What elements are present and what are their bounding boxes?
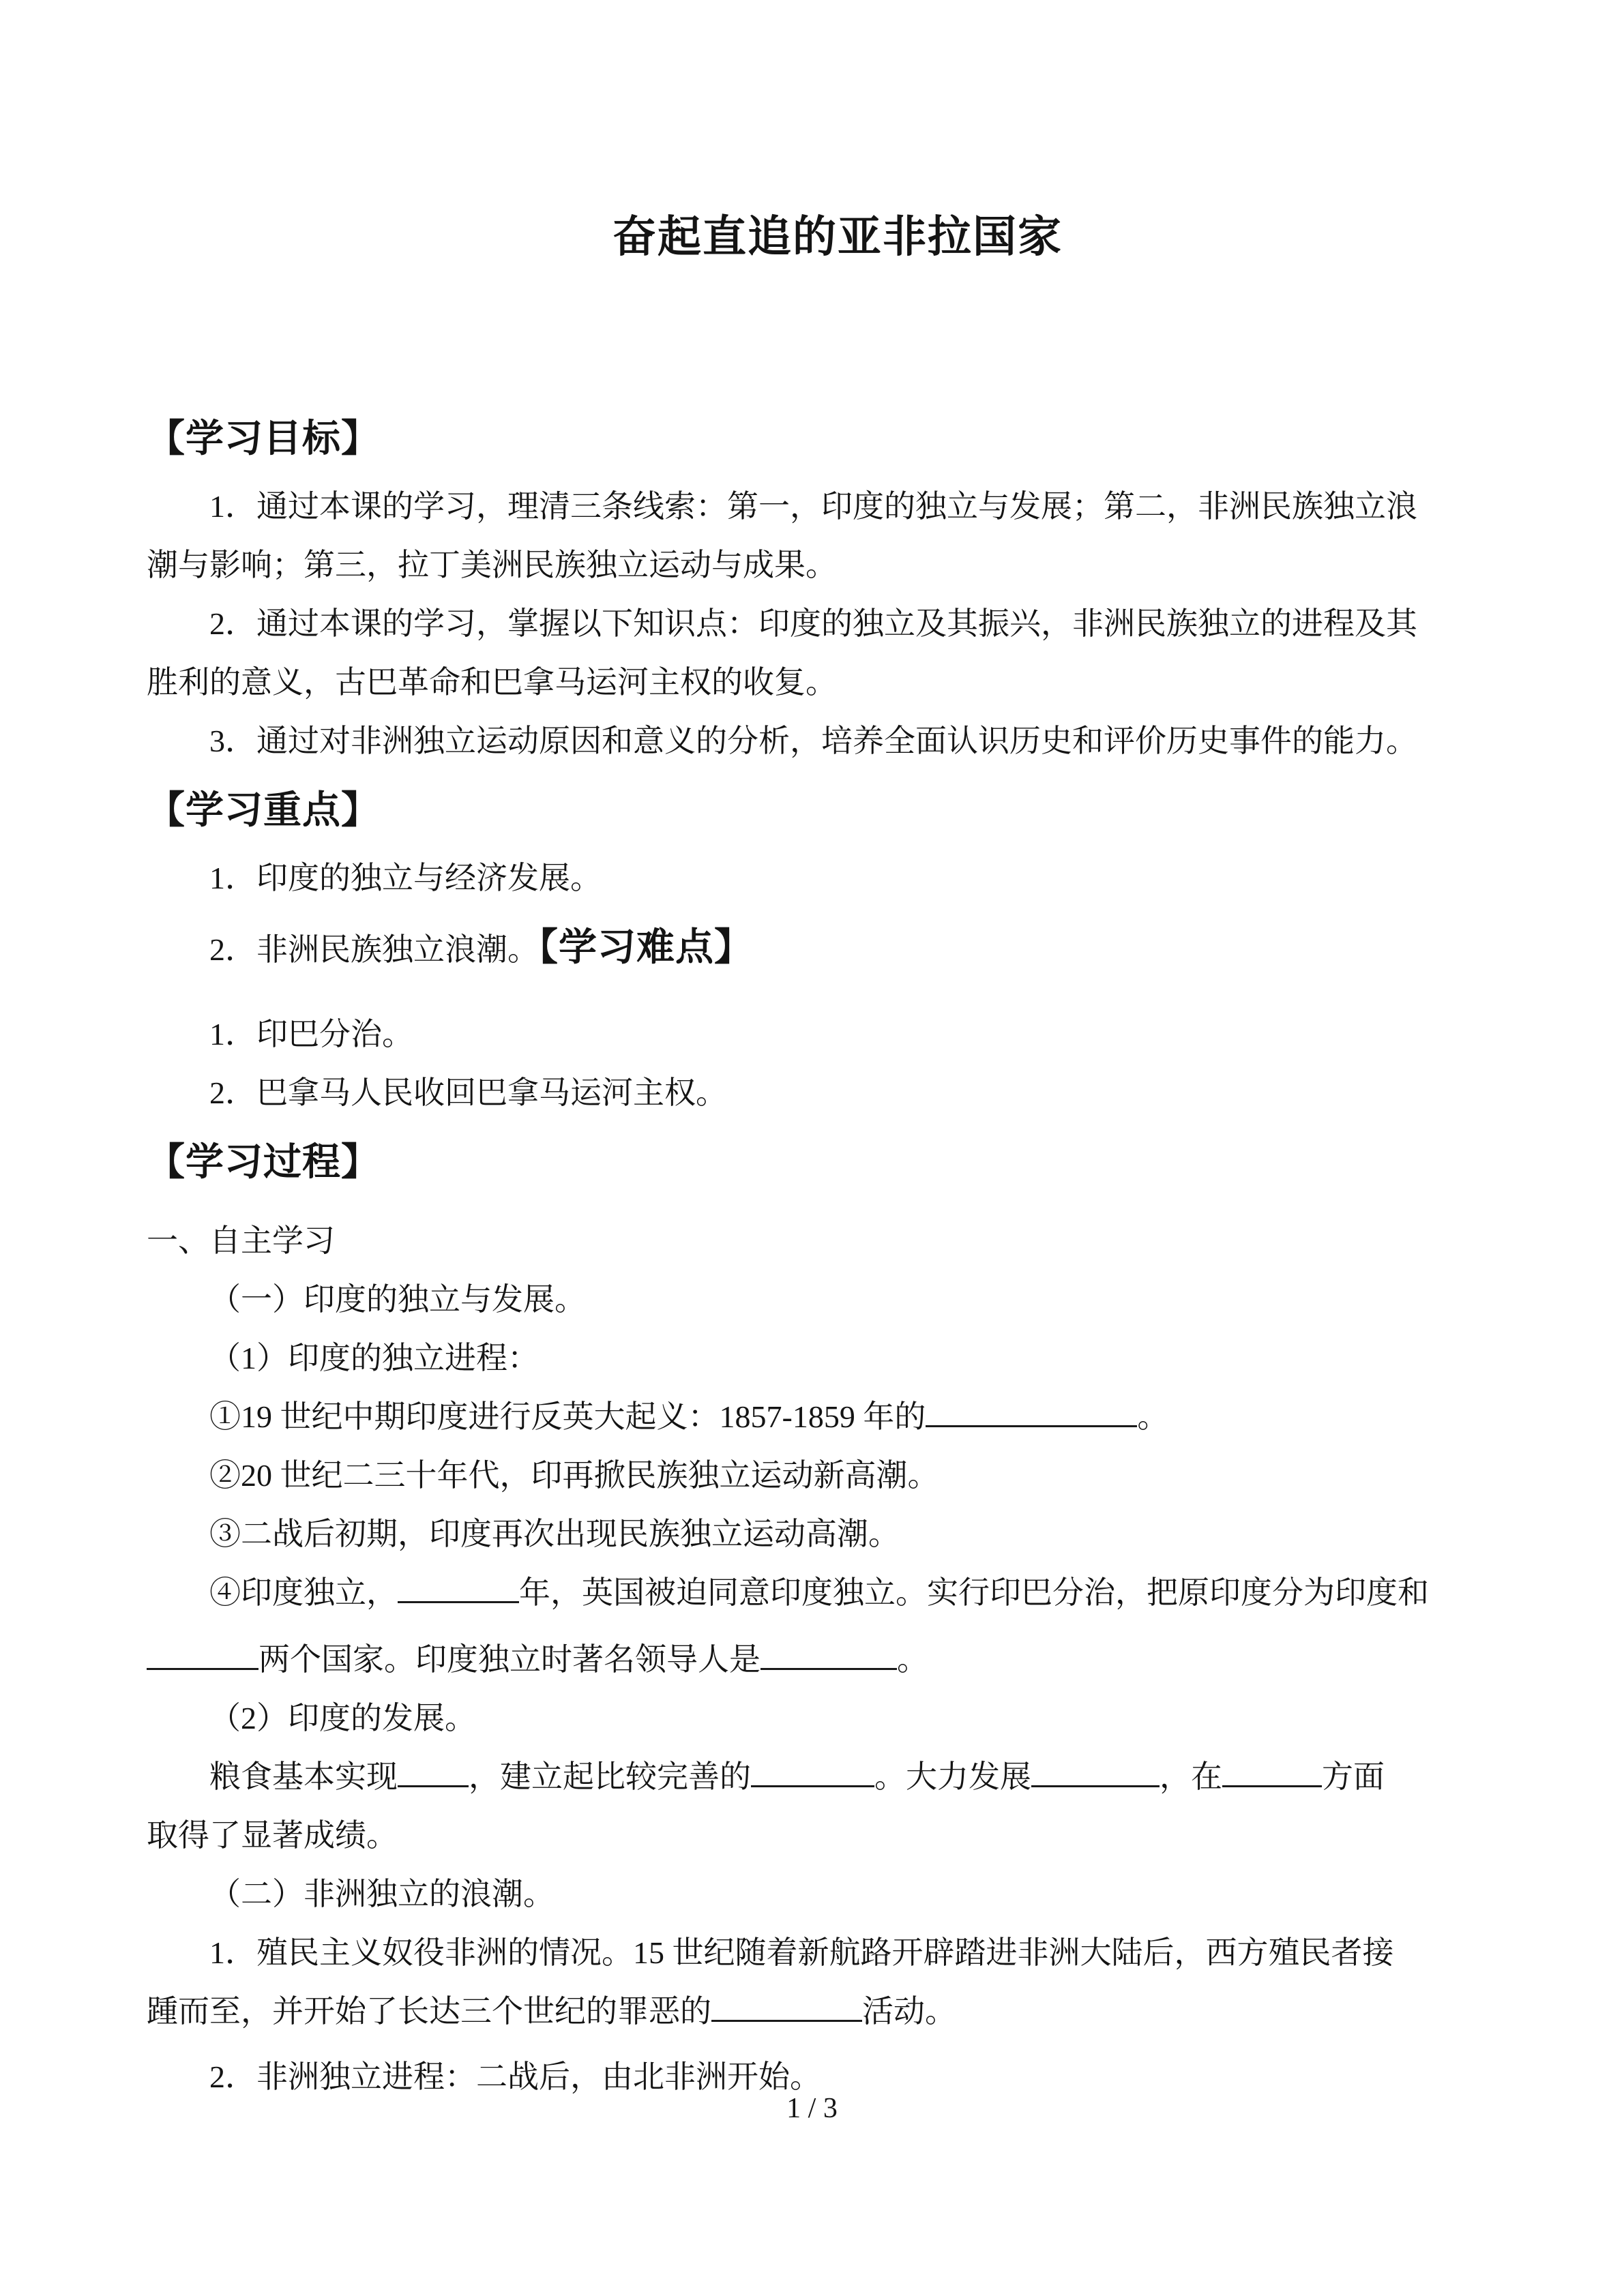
text-run: 【学习目标】 [147,417,380,460]
text-line [147,1329,1529,1388]
text-line [147,1689,1529,1748]
text-run: 方面 [1322,1759,1385,1794]
text-line [147,477,1529,536]
text-line [147,1270,1529,1329]
text-run: 2．巴拿马人民收回巴拿马运河主权。 [209,1075,727,1110]
text-run: 2．非洲独立进程：二战后，由北非洲开始。 [209,2059,821,2094]
text-run: （二）非洲独立的浪潮。 [209,1877,555,1911]
text-line [147,1212,1529,1270]
text-run: ，建立起比较完善的 [469,1759,751,1794]
text-run: （2）印度的发展。 [209,1701,476,1735]
text-run: ②20 世纪二三十年代，印再掀民族独立运动新高潮。 [209,1458,939,1493]
text-run: 1．印巴分治。 [209,1017,413,1052]
text-line [147,1564,1529,1622]
text-line [147,1446,1529,1505]
section-heading [147,399,1529,477]
text-line [147,849,1529,908]
text-run: 胜利的意义，古巴革命和巴拿马运河主权的收复。 [147,665,837,700]
text-run: （1）印度的独立进程： [209,1341,539,1375]
text-line [147,1505,1529,1564]
blank-field [751,1783,874,1787]
text-line [147,1865,1529,1924]
text-run: 两个国家。印度独立时著名领导人是 [259,1642,761,1677]
text-run: 2．通过本课的学习，掌握以下知识点：印度的独立及其振兴，非洲民族独立的进程及其 [209,606,1417,641]
text-run: 【学习重点】 [147,788,380,831]
blank-field [711,2017,862,2022]
inline-heading: 【学习难点】 [539,925,753,968]
text-run: 踵而至，并开始了长达三个世纪的罪恶的 [147,1994,711,2029]
text-line [147,1748,1529,1806]
blank-field [398,1783,469,1787]
text-run: 粮食基本实现 [209,1759,398,1794]
text-run: 潮与影响；第三，拉丁美洲民族独立运动与成果。 [147,548,837,582]
text-run: ①19 世纪中期印度进行反英大起义：1857-1859 年的 [209,1399,926,1434]
blank-field [1031,1783,1160,1787]
text-line [147,908,1529,989]
blank-field [147,1665,259,1670]
text-run: （一）印度的独立与发展。 [209,1282,586,1317]
section-heading [147,771,1529,849]
text-run: 1．殖民主义奴役非洲的情况。15 世纪随着新航路开辟踏进非洲大陆后，西方殖民者接 [209,1935,1394,1970]
text-run: 2．非洲民族独立浪潮。 [209,932,539,967]
text-line [147,1005,1529,1064]
text-run: 。大力发展 [874,1759,1031,1794]
blank-field [1222,1783,1322,1787]
text-run: ③二战后初期，印度再次出现民族独立运动高潮。 [209,1517,900,1551]
text-run: 3．通过对非洲独立运动原因和意义的分析，培养全面认识历史和评价历史事件的能力。 [209,724,1417,758]
text-line [147,1806,1529,1865]
text-line [147,653,1529,712]
text-run: ④印度独立， [209,1575,398,1610]
text-run: 活动。 [862,1994,956,2029]
text-line [147,1388,1529,1446]
document-body [147,399,1529,2106]
text-run: 【学习过程】 [147,1140,380,1183]
text-run: 年，英国被迫同意印度独立。实行印巴分治，把原印度分为印度和 [519,1575,1429,1610]
text-run: 1．印度的独立与经济发展。 [209,861,602,895]
text-line [147,1064,1529,1122]
text-run: 取得了显著成绩。 [147,1818,398,1853]
blank-field [761,1665,897,1670]
text-line [147,536,1529,595]
section-heading [147,1122,1529,1201]
text-line [147,1924,1529,1982]
text-run: 1．通过本课的学习，理清三条线索：第一，印度的独立与发展；第二，非洲民族独立浪 [209,489,1417,524]
text-line [147,1630,1529,1689]
blank-field [926,1422,1137,1427]
document-title: 奋起直追的亚非拉国家 [612,212,1063,261]
page-number: 1 / 3 [786,2093,838,2124]
text-run: 。 [1137,1399,1169,1434]
text-line [147,712,1529,771]
text-line [147,595,1529,653]
blank-field [398,1598,519,1603]
text-run: 一、自主学习 [147,1223,335,1258]
text-run: ，在 [1160,1759,1222,1794]
text-run: 。 [897,1642,928,1677]
text-line [147,1982,1529,2041]
